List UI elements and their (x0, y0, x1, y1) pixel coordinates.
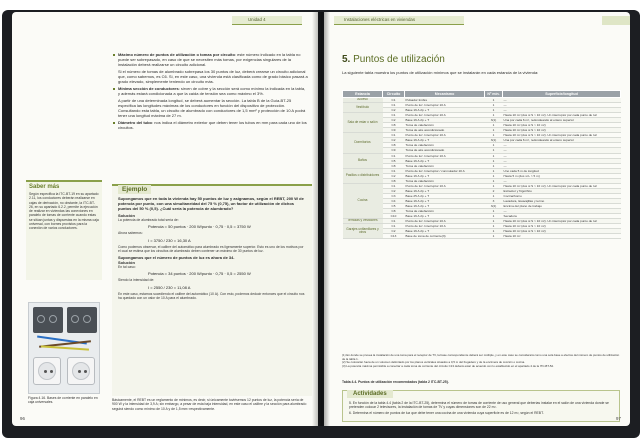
table-cell-circuit: C2 (383, 173, 405, 178)
formula: Potencia = 34 puntos · 200 W/punto · 0,75 · 0,5 = 2550 W (148, 271, 251, 277)
table-cell-mechanism: Base de toma de corriente(3) (405, 234, 485, 239)
table-cell-circuit: C1 (383, 224, 405, 229)
table-cell-circuit: C8 (383, 178, 405, 183)
column-header: Nº mín. (485, 91, 503, 98)
figure-outlets-photo (28, 302, 100, 394)
table-cell-min-count: 1 (485, 193, 503, 198)
table-caption: Tabla 4.4. Puntos de utilización recomendados (tabla 2 ITC-BT-25). (342, 380, 449, 384)
table-cell-mechanism: Punto de luz. Interruptor 10 A (405, 183, 485, 188)
column-header: Superficie/longitud (503, 91, 621, 98)
table-cell-min-count: 2 (485, 188, 503, 193)
table-cell-stancia: Acceso (343, 98, 383, 103)
ejemplo-box (112, 184, 312, 396)
solution-text: La potencia de alumbrado total sería de: (118, 218, 179, 222)
table-cell-surface: Una por cada 6 m², redondeando al entero superior (503, 138, 621, 143)
table-cell-mechanism: Punto de luz. Interruptor 10 A (405, 224, 485, 229)
bullet-text: : sirven de cobre y la sección será como mínimo la indicada en la tabla, y además estará condicionada a que la caída de tensión sea como máximo el 3%. (118, 86, 306, 96)
activities-box (342, 390, 620, 422)
table-cell-surface: Hasta 10 m² (503, 234, 621, 239)
table-cell-min-count: 3(1) (485, 138, 503, 143)
table-cell-surface: Hasta 10 m² (dos si S > 10 m²) (503, 123, 621, 128)
wire-earth (41, 345, 89, 350)
table-cell-min-count: 1 (485, 103, 503, 108)
table-cell-min-count: 1 (485, 113, 503, 118)
table-cell-mechanism: Punto de luz. Interruptor 10 A (405, 153, 485, 158)
table-cell-surface: Secadora (503, 214, 621, 219)
table-cell-min-count: 1 (485, 173, 503, 178)
table-cell-surface: Uno cada 5 m de longitud (503, 168, 621, 173)
table-cell-mechanism: Toma de aire acondicionado (405, 128, 485, 133)
table-cell-circuit: C10 (383, 214, 405, 219)
outlet-socket (33, 357, 61, 385)
table-cell-surface: — (503, 209, 621, 214)
table-cell-circuit: C13 (383, 234, 405, 239)
bullet-title: Mínima sección de conductores (118, 86, 179, 91)
table-cell-circuit: C5 (383, 203, 405, 208)
table-cell-circuit: C1 (383, 153, 405, 158)
table-cell-surface: — (503, 148, 621, 153)
table-cell-mechanism: Base 16 A 2p + T (405, 138, 485, 143)
table-cell-min-count: 1 (485, 128, 503, 133)
table-cell-stancia: Dormitorios (343, 133, 383, 153)
table-cell-mechanism: Toma de aire acondicionado (405, 148, 485, 153)
solution-text: Ahora sabemos: (118, 231, 143, 236)
example-question: Supongamos que el número de puntos de luz es ahora de 34. (118, 255, 235, 261)
section-intro: La siguiente tabla muestra los puntos de utilización mínimos que se instalarán en cada estancia de la vivienda: (342, 70, 539, 75)
left-page (12, 12, 318, 426)
table-cell-stancia: Sala de estar o salón (343, 113, 383, 133)
table-note: (3) La potencia máxima permisible a conectar a cada toma de corriente del circuito C13 deberá estar de acuerdo con lo establecido en el apartado 4 de la ITC-BT-52. (342, 363, 554, 368)
outlet-socket (67, 357, 95, 385)
table-cell-stancia: Baños (343, 153, 383, 168)
table-cell-mechanism: Base 25 A 2p + T (405, 193, 485, 198)
table-cell-surface: Una por cada 6 m², redondeando al entero superior (503, 118, 621, 123)
table-cell-min-count: 3(2) (485, 203, 503, 208)
bullet-continuation (112, 98, 308, 118)
bullet-text: : este número indicado en la tabla no puede ser sobrepasado, en caso de que se necesiten más tomas, por exigencias singulares de la instalación deberá realizarse un circuito adicional. (118, 52, 301, 67)
table-cell-min-count: 1 (485, 229, 503, 234)
section-number: 5. (342, 54, 351, 65)
table-cell-min-count: 1 (485, 224, 503, 229)
table-cell-surface: — (503, 158, 621, 163)
activity-item: 6. Determina el número de puntos de luz que debe tener una cocina de una vivienda cuya superficie es de 12 m², según el REBT. (349, 410, 544, 415)
table-cell-min-count: 1 (485, 168, 503, 173)
formula: Potencia = 50 puntos · 200 W/punto · 0,75 · 0,5 = 3750 W (148, 224, 251, 230)
right-header-label: Instalaciones eléctricas en viviendas (344, 17, 416, 22)
table-cell-min-count: 1 (485, 178, 503, 183)
table-cell-circuit: C2 (383, 138, 405, 143)
table-cell-mechanism: Base 16 A 2p + T (405, 118, 485, 123)
table-cell-surface: — (503, 103, 621, 108)
table-cell-mechanism: Pulsador timbre (405, 98, 485, 103)
closing-paragraph: Básicamente, el REBT es un reglamento de mínimos, es decir, si únicamente tuviésemos 12 puntos de luz, la potencia sería de 900 W y la intensidad de 3,9 A; sin embargo, a pesar de esta baja intensidad, en este caso el calibre y la sección para alumbrado seguirá siendo como mínimo de 10 A y de 1,5 mm² respectivamente. (112, 398, 307, 411)
table-cell-min-count: 1 (485, 209, 503, 214)
left-header-tab (232, 16, 302, 25)
table-cell-circuit: C1 (383, 133, 405, 138)
table-cell-mechanism: Punto de luz. Interruptor 10 A (405, 133, 485, 138)
table-cell-mechanism: Toma de calefacción (405, 178, 485, 183)
table-cell-surface: Hasta 10 m² (dos si S > 10 m²). Un interruptor por cada punto de luz (503, 219, 621, 224)
table-cell-surface: Hasta 10 m² (dos si S > 10 m²). Un interruptor por cada punto de luz (503, 113, 621, 118)
ejemplo-title: Ejemplo (118, 185, 151, 194)
table-cell-circuit: C1 (383, 168, 405, 173)
table-cell-mechanism: Punto de luz. Interruptor 10 A (405, 103, 485, 108)
table-cell-surface: Hasta 10 m² (dos si S > 10 m²) (503, 128, 621, 133)
table-cell-mechanism: Base 16 A 2p + T (405, 173, 485, 178)
table-cell-mechanism: Toma de calefacción (405, 163, 485, 168)
table-cell-surface: Hasta 10 m² (dos si S > 10 m²) (503, 224, 621, 229)
table-row (343, 234, 621, 239)
table-cell-min-count: 1 (485, 183, 503, 188)
table-cell-surface: Cocina/horno (503, 193, 621, 198)
table-cell-mechanism: Base 16 A 2p + T (405, 158, 485, 163)
right-header-tab (334, 16, 464, 25)
table-cell-surface: — (503, 143, 621, 148)
bullet-text: Si el número de tomas de alumbrado sobrepasa los 30 puntos de luz, deberá crearse un circuito adicional que, como sabemos, es C6. Si, en este caso, una vivienda está clasificada como de grado básico pasará a grado elevado, simplemente teniendo un circuito más. (118, 69, 308, 84)
activity-item: 5. En función de la tabla 4.4 (tabla 2 de la ITC-BT-25), determina el número de tomas de corriente de uso general que deberías instalar en el salón de una vivienda donde se pretenden colocar 2 televisores, la instalación de tomas de TV y cuyas dimensiones son de 22 m². (349, 401, 609, 410)
table-cell-surface: — (503, 163, 621, 168)
table-cell-circuit: C8 (383, 123, 405, 128)
table-cell-surface: Lavadora, lavavajillas y termo (503, 198, 621, 203)
table-cell-mechanism: Base 16 A 2p + T (405, 229, 485, 234)
table-cell-stancia: Terrazas y vestidores (343, 219, 383, 224)
bullet-title: Diámetro del tubo (118, 120, 153, 125)
table-cell-mechanism: Base 16 A 2p + T (405, 214, 485, 219)
activities-list (349, 401, 615, 415)
table-cell-surface: — (503, 108, 621, 113)
table-body (343, 98, 621, 239)
table-cell-surface: — (503, 98, 621, 103)
table-cell-surface: Hasta 5 m (dos si L > 5 m) (503, 173, 621, 178)
column-header: Mecanismo (405, 91, 485, 98)
column-header: Estancia (343, 91, 383, 98)
solution-text: En tal caso: (118, 265, 136, 270)
table-cell-mechanism: Base 16 A 2p + T (405, 188, 485, 193)
table-cell-mechanism: Toma de calefacción (405, 209, 485, 214)
table-cell-circuit: C5 (383, 158, 405, 163)
table-cell-min-count: 1 (485, 234, 503, 239)
table-cell-min-count: 1 (485, 163, 503, 168)
right-header-marker (602, 16, 630, 25)
table-cell-circuit: C9 (383, 148, 405, 153)
table-cell-min-count: 1 (485, 108, 503, 113)
table-cell-circuit: C8 (383, 209, 405, 214)
table-cell-min-count: 1 (485, 153, 503, 158)
left-page-number: 96 (20, 416, 25, 421)
table-cell-circuit: C1 (383, 98, 405, 103)
junction-box (33, 307, 63, 333)
table-cell-min-count: 3(1) (485, 118, 503, 123)
table-cell-circuit: C2 (383, 118, 405, 123)
table-cell-mechanism: Toma de calefacción (405, 123, 485, 128)
bullet-item (112, 86, 308, 96)
table-cell-mechanism: Base 16 A 2p + T (405, 198, 485, 203)
right-page (324, 12, 630, 426)
saber-mas-box (26, 180, 102, 280)
bullet-title: Máximo número de puntos de utilización o tomas por circuito (118, 52, 235, 57)
saber-mas-text: Según especifica la ITC-BT-19 en su apartado 2.11, los conductores deberán realizarse en cajas de derivación, no obstante, la ITC-BT-26, en su apartado 6.2.2, permite la ejecución de realizar en viviendas las conexiones en paralelo de tomas de corriente cuando estas se sitúan juntas y dispuestas en la misma caja universal, con bornes provistos para la conexión de varios conductores. (29, 192, 99, 231)
table-cell-stancia: Garajes unifamiliares y otros (343, 224, 383, 239)
table-cell-surface: Encima del plano de trabajo (503, 203, 621, 208)
table-cell-circuit: C8 (383, 143, 405, 148)
solution-text: Como podemos observar, el calibre del automático para alumbrado es ligeramente superior. Esto es uno de los motivos por el cual se estima que los circuitos de alumbrado deben contener un máximo de 30 puntos de luz. (118, 244, 304, 253)
bullet-item (112, 52, 308, 67)
table-cell-circuit: C1 (383, 219, 405, 224)
section-title (342, 54, 445, 65)
left-header-label: Unidad 4 (248, 17, 266, 22)
solution-label: Solución (118, 213, 135, 218)
table-cell-stancia: Pasillos o distribuidores (343, 168, 383, 183)
table-cell-surface: Hasta 10 m² (dos si S > 10 m²) (503, 229, 621, 234)
utilization-points-table (342, 90, 621, 239)
table-cell-min-count: 1 (485, 143, 503, 148)
table-cell-min-count: 1 (485, 148, 503, 153)
left-bullet-column (112, 52, 308, 132)
figure-caption: Figura 4.16. Bases de corriente en paralelo en caja universales. (28, 396, 98, 405)
section-title-text: Puntos de utilización (353, 54, 445, 65)
table-cell-mechanism: Toma de calefacción (405, 143, 485, 148)
table-header-row (343, 91, 621, 98)
table-cell-mechanism: Punto de luz. Interruptor / conmutador 10 A (405, 168, 485, 173)
table-cell-min-count: 1 (485, 219, 503, 224)
bullet-continuation (112, 69, 308, 84)
solution-text: Siendo la intensidad de: (118, 278, 155, 283)
example-question: Supongamos que en toda la vivienda hay 50 puntos de luz y asignamos, según el REBT, 200 W de potencia por punto, con una simultaneidad del 75 % (0,75), un factor de utilización de dichos puntos del 50 % (0,5). ¿Cuál sería la potencia de alumbrado? (118, 196, 304, 211)
table-cell-surface: Hasta 10 m² (dos si S > 10 m²). Un interruptor por cada punto de luz (503, 133, 621, 138)
right-page-number: 97 (616, 416, 621, 421)
table-cell-min-count: 1 (485, 123, 503, 128)
book-spine-gutter (312, 12, 330, 426)
table-note: (1) En donde se prevea la instalación de una toma para el receptor de TV, la base correspondiente deberá ser múltiple, y en este caso se considerará como una sola base a efectos del número de puntos de utilización de la tabla 1. (342, 353, 620, 361)
saber-mas-title: Saber más (29, 184, 60, 190)
table-cell-mechanism: Base 16 A 2p + T (405, 203, 485, 208)
table-cell-min-count: 1 (485, 98, 503, 103)
ejemplo-body (118, 196, 306, 300)
table-cell-circuit: C1 (383, 183, 405, 188)
bullet-text: : nos indica el diámetro exterior que deben tener los tubos en mm para cada uno de los circuitos. (118, 120, 307, 130)
table-cell-min-count: 1 (485, 158, 503, 163)
table-cell-circuit: C2 (383, 229, 405, 234)
solution-label: Solución (118, 260, 135, 266)
table-cell-surface: Hasta 10 m² (dos si S > 10 m²). Un interruptor por cada punto de luz (503, 183, 621, 188)
formula: I = 2550 / 230 = 11,08 A (148, 284, 191, 290)
table-cell-mechanism: Punto de luz. Interruptor 10 A (405, 113, 485, 118)
activities-title: Actividades (347, 390, 393, 398)
table-cell-circuit: C8 (383, 163, 405, 168)
formula: I = 3750 / 230 = 16,30 A (148, 237, 191, 243)
table-cell-stancia: Vestíbulo (343, 103, 383, 113)
table-cell-circuit: C9 (383, 128, 405, 133)
table-cell-min-count: 1 (485, 214, 503, 219)
table-cell-circuit: C4 (383, 198, 405, 203)
table-cell-min-count: 1 (485, 133, 503, 138)
table-note: (2) Se colocarán fuera de un volumen delimitado por los planos verticales situados a 0,5 m del fregadero y de la encimera de cocción o cocina. (342, 360, 526, 365)
table-cell-circuit: C1 (383, 113, 405, 118)
table-cell-stancia: Cocina (343, 183, 383, 218)
bullet-item (112, 120, 308, 130)
table-cell-surface: — (503, 178, 621, 183)
bullet-text: A partir de una determinada longitud, se deberá aumentar la sección. La tabla B de la Guía-BT-25 especifica las longitudes máximas de los conductores en función del dispositivo de protección. Consultando esta tabla, un circuito de alumbrado con conductores de 1,5 mm² y protección de 10 A podrá tener una longitud máxima de 27 m. (118, 98, 306, 118)
table-cell-mechanism: Base 16 A 2p + T (405, 108, 485, 113)
table-cell-circuit: C3 (383, 193, 405, 198)
junction-box (67, 307, 97, 333)
column-header: Circuito (383, 91, 405, 98)
solution-text: En este caso, estamos sucediendo el calibre del automático (10 A). Con esto, podemos deducir entonces que el circuito nos ha quedado con un valor de 10 A para el alumbrado. (118, 291, 305, 301)
table-cell-circuit: C1 (383, 103, 405, 108)
table-cell-mechanism: Punto de luz. Interruptor 10 A (405, 219, 485, 224)
table-cell-min-count: 3 (485, 198, 503, 203)
table-cell-circuit: C2 (383, 108, 405, 113)
table-cell-surface: Extractor y frigorífico (503, 188, 621, 193)
table-cell-circuit: C2 (383, 188, 405, 193)
table-notes (342, 354, 620, 368)
table-cell-surface: — (503, 153, 621, 158)
